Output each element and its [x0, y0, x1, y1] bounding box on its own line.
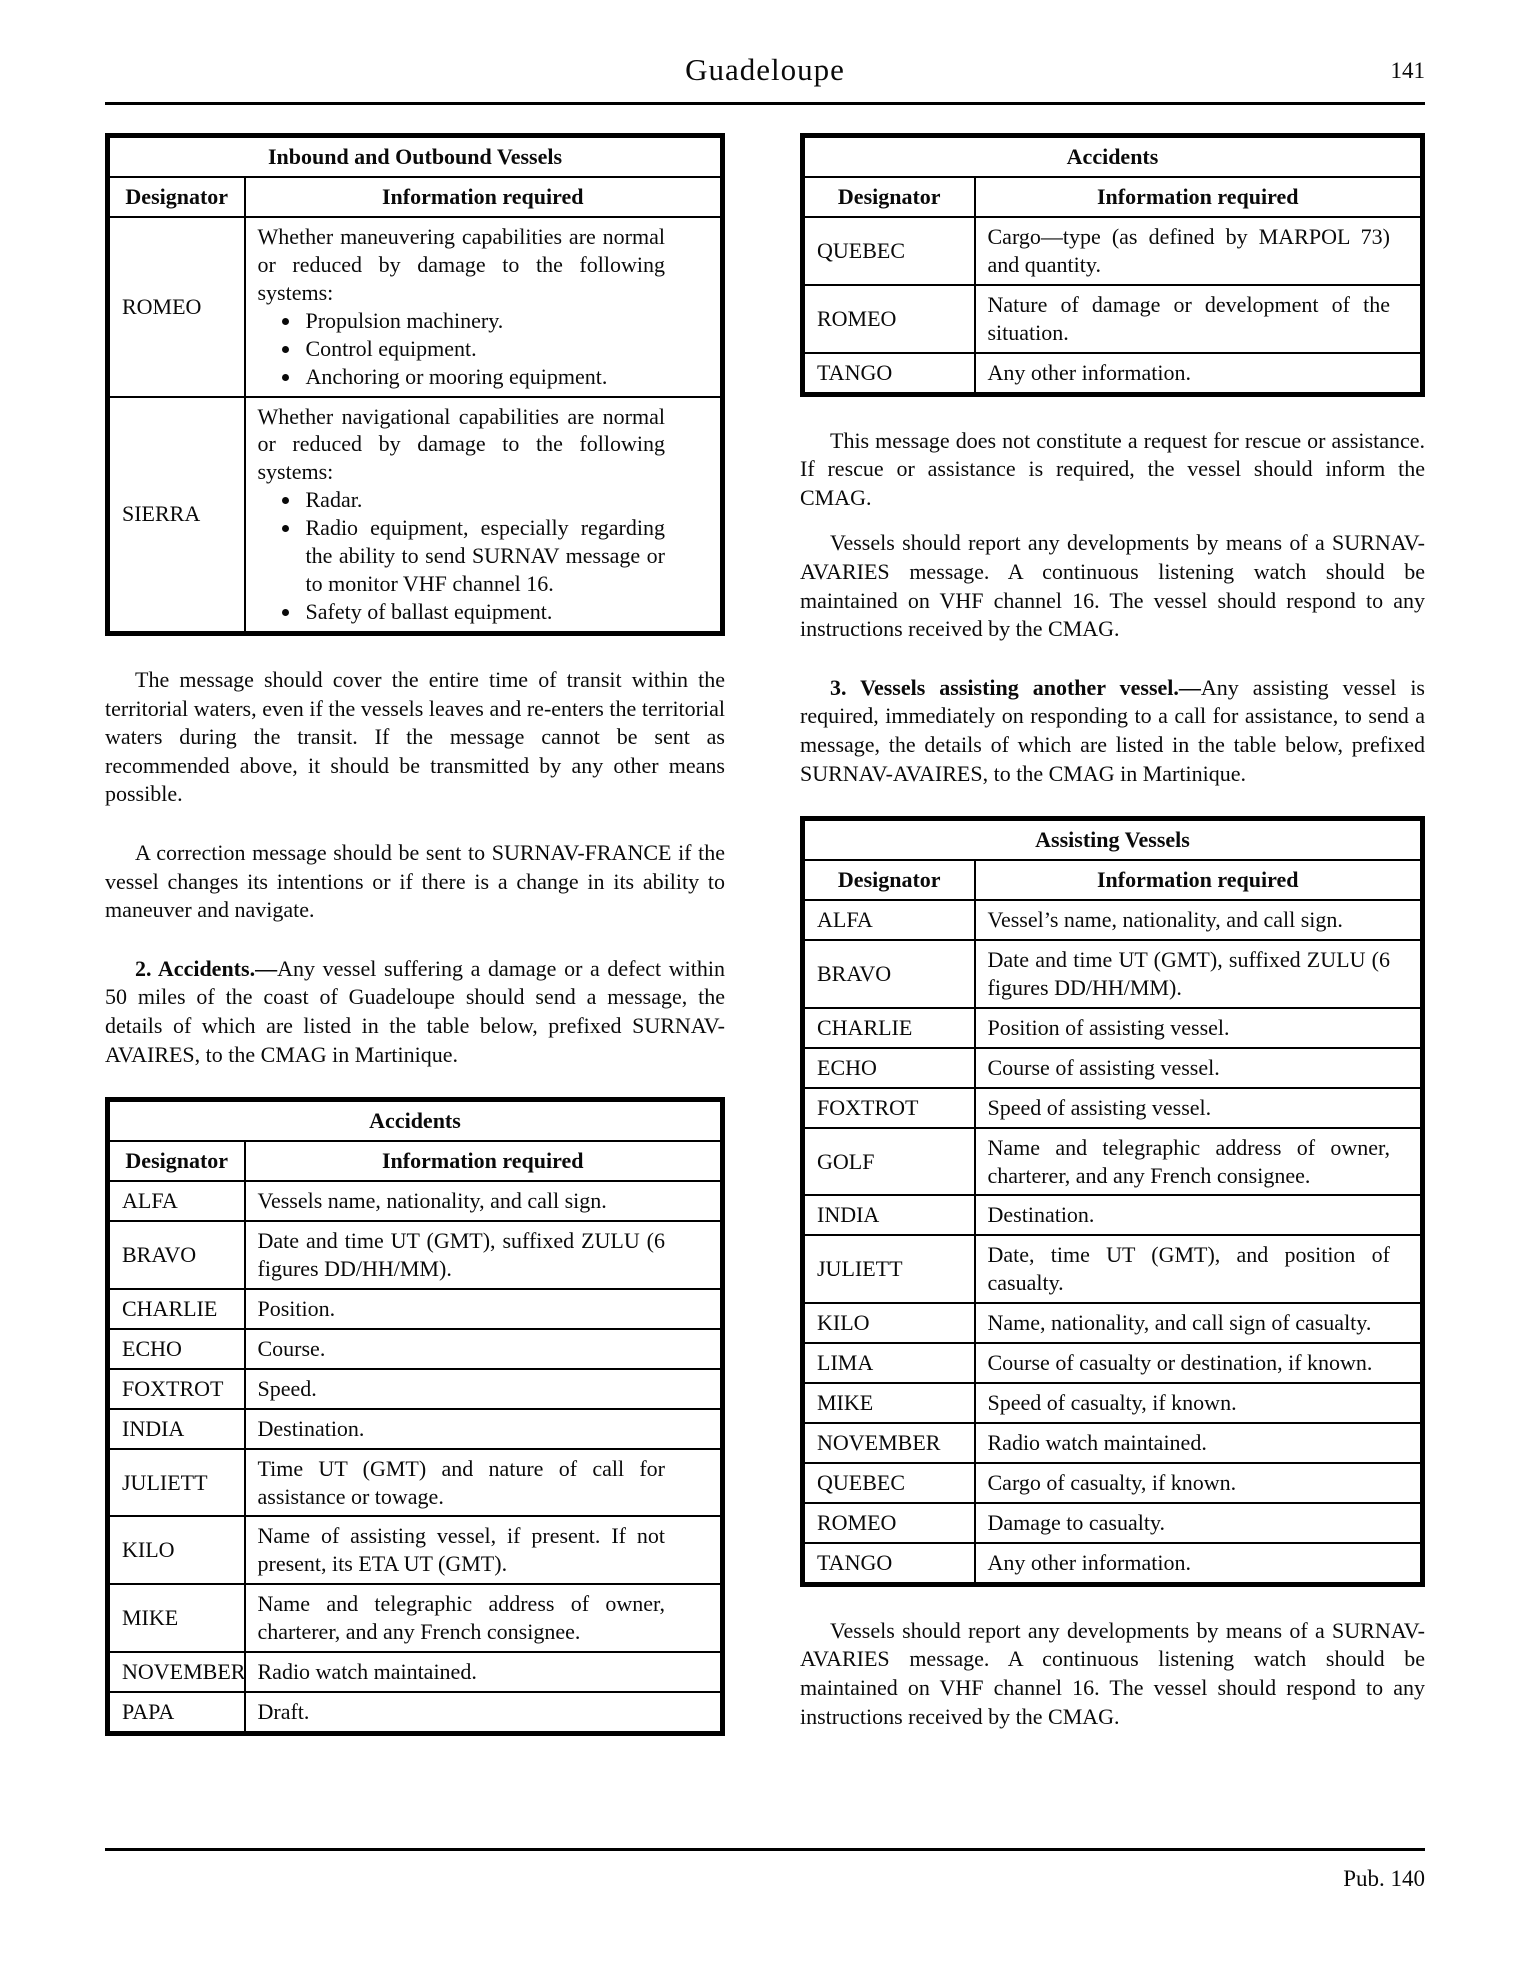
- info-cell: Name, nationality, and call sign of casualty.: [975, 1303, 1423, 1343]
- info-cell: Nature of damage or development of the situation.: [975, 285, 1423, 353]
- designator-cell: FOXTROT: [803, 1088, 975, 1128]
- paragraph-text: Any assisting vessel is required, immediately on responding to a call for assistance, to send a message, the details of which are listed in the table below, prefixed SURNAV-AVAIRES, to the CMAG in Martinique.: [800, 674, 1425, 786]
- designator-cell: ECHO: [108, 1329, 245, 1369]
- designator-cell: CHARLIE: [803, 1008, 975, 1048]
- assisting-vessels-table: [800, 816, 1425, 1587]
- bullet-item: • Radio equipment, especially regarding the ability to send SURNAV message or to monitor VHF channel 16.: [302, 514, 666, 598]
- bullet-item: • Safety of ballast equipment.: [302, 598, 666, 626]
- info-cell: Name and telegraphic address of owner, charterer, and any French consignee.: [975, 1128, 1423, 1196]
- designator-cell: INDIA: [108, 1409, 245, 1449]
- cell-intro: Whether navigational capabilities are normal or reduced by damage to the following systems:: [257, 403, 665, 485]
- info-cell: Speed of casualty, if known.: [975, 1383, 1423, 1423]
- designator-cell: ECHO: [803, 1048, 975, 1088]
- designator-cell: NOVEMBER: [108, 1652, 245, 1692]
- table-title: Inbound and Outbound Vessels: [108, 136, 723, 177]
- designator-cell: TANGO: [803, 353, 975, 394]
- table-title: Assisting Vessels: [803, 819, 1423, 860]
- info-cell: Speed.: [245, 1369, 723, 1409]
- designator-cell: CHARLIE: [108, 1289, 245, 1329]
- designator-cell: ROMEO: [803, 1503, 975, 1543]
- bullet-list: [258, 486, 666, 626]
- designator-cell: ALFA: [108, 1181, 245, 1221]
- table-row: [803, 1303, 1423, 1343]
- table-row: [803, 1088, 1423, 1128]
- table-row: [108, 1692, 723, 1733]
- paragraph-correction: A correction message should be sent to SURNAV-FRANCE if the vessel changes its intentions or if there is a change in its ability to maneuver and navigate.: [105, 839, 725, 923]
- footer-pub-label: Pub. 140: [1343, 1866, 1425, 1891]
- info-cell: Position.: [245, 1289, 723, 1329]
- paragraph-accidents-intro: [105, 955, 725, 1069]
- col-header-info: Information required: [975, 860, 1423, 900]
- paragraph-report-developments-2: Vessels should report any developments by means of a SURNAV-AVARIES message. A continuous listening watch should be maintained on VHF channel 16. The vessel should respond to any instructions received by the CMAG.: [800, 1617, 1425, 1729]
- paragraph-text: Any vessel suffering a damage or a defect within 50 miles of the coast of Guadeloupe should send a message, the details of which are listed in the table below, prefixed SURNAV-AVAIRES, to the CMAG in Martinique.: [105, 955, 725, 1067]
- info-cell: Position of assisting vessel.: [975, 1008, 1423, 1048]
- page-number: 141: [1390, 58, 1425, 83]
- table-row: [803, 1543, 1423, 1584]
- left-column: [105, 133, 725, 1736]
- table-title-row: [108, 136, 723, 177]
- table-row: [108, 397, 723, 634]
- info-cell: Date and time UT (GMT), suffixed ZULU (6 figures DD/HH/MM).: [245, 1221, 723, 1289]
- table-row: [803, 217, 1423, 285]
- table-row: [803, 1463, 1423, 1503]
- col-header-designator: Designator: [108, 177, 245, 217]
- col-header-designator: Designator: [803, 860, 975, 900]
- accidents-table-left: [105, 1097, 725, 1736]
- designator-cell: FOXTROT: [108, 1369, 245, 1409]
- right-column: [800, 133, 1425, 1731]
- designator-cell: SIERRA: [108, 397, 245, 634]
- table-row: [108, 1369, 723, 1409]
- table-row: [108, 1221, 723, 1289]
- designator-cell: KILO: [803, 1303, 975, 1343]
- info-cell: Name and telegraphic address of owner, charterer, and any French consignee.: [245, 1584, 723, 1652]
- info-cell: Vessels name, nationality, and call sign.: [245, 1181, 723, 1221]
- designator-cell: NOVEMBER: [803, 1423, 975, 1463]
- designator-cell: GOLF: [803, 1128, 975, 1196]
- page-title: Guadeloupe: [685, 52, 845, 87]
- info-cell: Course.: [245, 1329, 723, 1369]
- info-cell: Date, time UT (GMT), and position of casualty.: [975, 1235, 1423, 1303]
- info-cell: Vessel’s name, nationality, and call sign.: [975, 900, 1423, 940]
- table-row: [803, 1343, 1423, 1383]
- two-column-layout: [105, 133, 1425, 1736]
- table-title-row: [108, 1100, 723, 1141]
- bullet-list: [258, 307, 666, 391]
- info-cell: Radio watch maintained.: [245, 1652, 723, 1692]
- paragraph-no-request: This message does not constitute a request for rescue or assistance. If rescue or assistance is required, the vessel should inform the CMAG.: [800, 427, 1425, 510]
- info-cell: Draft.: [245, 1692, 723, 1733]
- col-header-info: Information required: [245, 1141, 723, 1181]
- info-cell: Destination.: [245, 1409, 723, 1449]
- table-row: [108, 1449, 723, 1517]
- table-row: [108, 1329, 723, 1369]
- col-header-info: Information required: [245, 177, 723, 217]
- info-cell: [245, 217, 723, 397]
- table-row: [108, 217, 723, 397]
- designator-cell: TANGO: [803, 1543, 975, 1584]
- info-cell: Course of casualty or destination, if known.: [975, 1343, 1423, 1383]
- paragraph-lead: 2. Accidents.—: [135, 955, 278, 981]
- inbound-outbound-table: [105, 133, 725, 636]
- info-cell: Date and time UT (GMT), suffixed ZULU (6 figures DD/HH/MM).: [975, 940, 1423, 1008]
- table-row: [803, 1048, 1423, 1088]
- designator-cell: LIMA: [803, 1343, 975, 1383]
- info-cell: Speed of assisting vessel.: [975, 1088, 1423, 1128]
- col-header-designator: Designator: [803, 177, 975, 217]
- table-header-row: [803, 860, 1423, 900]
- info-cell: Radio watch maintained.: [975, 1423, 1423, 1463]
- info-cell: Cargo—type (as defined by MARPOL 73) and quantity.: [975, 217, 1423, 285]
- col-header-info: Information required: [975, 177, 1423, 217]
- info-cell: Destination.: [975, 1195, 1423, 1235]
- bullet-item: • Anchoring or mooring equipment.: [302, 363, 666, 391]
- info-cell: Damage to casualty.: [975, 1503, 1423, 1543]
- table-header-row: [108, 1141, 723, 1181]
- info-cell: Time UT (GMT) and nature of call for assistance or towage.: [245, 1449, 723, 1517]
- table-row: [803, 1423, 1423, 1463]
- table-row: [108, 1516, 723, 1584]
- paragraph-lead: 3. Vessels assisting another vessel.—: [830, 674, 1201, 700]
- table-row: [803, 940, 1423, 1008]
- paragraph-transit: The message should cover the entire time of transit within the territorial waters, even if the vessels leaves and re-enters the territorial waters during the transit. If the message cannot be sent as recommended above, it should be transmitted by any other means possible.: [105, 667, 725, 807]
- table-header-row: [803, 177, 1423, 217]
- designator-cell: PAPA: [108, 1692, 245, 1733]
- info-cell: Cargo of casualty, if known.: [975, 1463, 1423, 1503]
- table-row: [803, 285, 1423, 353]
- designator-cell: ROMEO: [803, 285, 975, 353]
- info-cell: Any other information.: [975, 1543, 1423, 1584]
- bullet-item: • Propulsion machinery.: [302, 307, 666, 335]
- designator-cell: BRAVO: [803, 940, 975, 1008]
- designator-cell: JULIETT: [108, 1449, 245, 1517]
- table-row: [803, 1128, 1423, 1196]
- designator-cell: ALFA: [803, 900, 975, 940]
- table-row: [803, 900, 1423, 940]
- table-row: [108, 1584, 723, 1652]
- designator-cell: KILO: [108, 1516, 245, 1584]
- designator-cell: QUEBEC: [803, 217, 975, 285]
- table-row: [803, 1383, 1423, 1423]
- col-header-designator: Designator: [108, 1141, 245, 1181]
- footer-rule: [105, 1848, 1425, 1851]
- table-row: [803, 353, 1423, 394]
- info-cell: Any other information.: [975, 353, 1423, 394]
- table-title: Accidents: [108, 1100, 723, 1141]
- table-title: Accidents: [803, 136, 1423, 177]
- table-row: [803, 1008, 1423, 1048]
- table-row: [803, 1235, 1423, 1303]
- table-row: [803, 1503, 1423, 1543]
- paragraph-report-developments-1: Vessels should report any developments by means of a SURNAV-AVARIES message. A continuous listening watch should be maintained on VHF channel 16. The vessel should respond to any instructions received by the CMAG.: [800, 530, 1425, 642]
- table-title-row: [803, 819, 1423, 860]
- designator-cell: ROMEO: [108, 217, 245, 397]
- table-row: [108, 1289, 723, 1329]
- table-row: [108, 1409, 723, 1449]
- bullet-item: • Control equipment.: [302, 335, 666, 363]
- designator-cell: JULIETT: [803, 1235, 975, 1303]
- info-cell: Name of assisting vessel, if present. If not present, its ETA UT (GMT).: [245, 1516, 723, 1584]
- header-rule: [105, 102, 1425, 105]
- designator-cell: BRAVO: [108, 1221, 245, 1289]
- table-header-row: [108, 177, 723, 217]
- designator-cell: INDIA: [803, 1195, 975, 1235]
- page-header: [105, 0, 1425, 105]
- designator-cell: QUEBEC: [803, 1463, 975, 1503]
- info-cell: [245, 397, 723, 634]
- cell-intro: Whether maneuvering capabilities are normal or reduced by damage to the following systems:: [257, 223, 665, 305]
- designator-cell: MIKE: [108, 1584, 245, 1652]
- accidents-table-right: [800, 133, 1425, 397]
- info-cell: Course of assisting vessel.: [975, 1048, 1423, 1088]
- table-row: [803, 1195, 1423, 1235]
- bullet-item: • Radar.: [302, 486, 666, 514]
- table-title-row: [803, 136, 1423, 177]
- designator-cell: MIKE: [803, 1383, 975, 1423]
- paragraph-assisting-intro: [800, 674, 1425, 788]
- table-row: [108, 1652, 723, 1692]
- table-row: [108, 1181, 723, 1221]
